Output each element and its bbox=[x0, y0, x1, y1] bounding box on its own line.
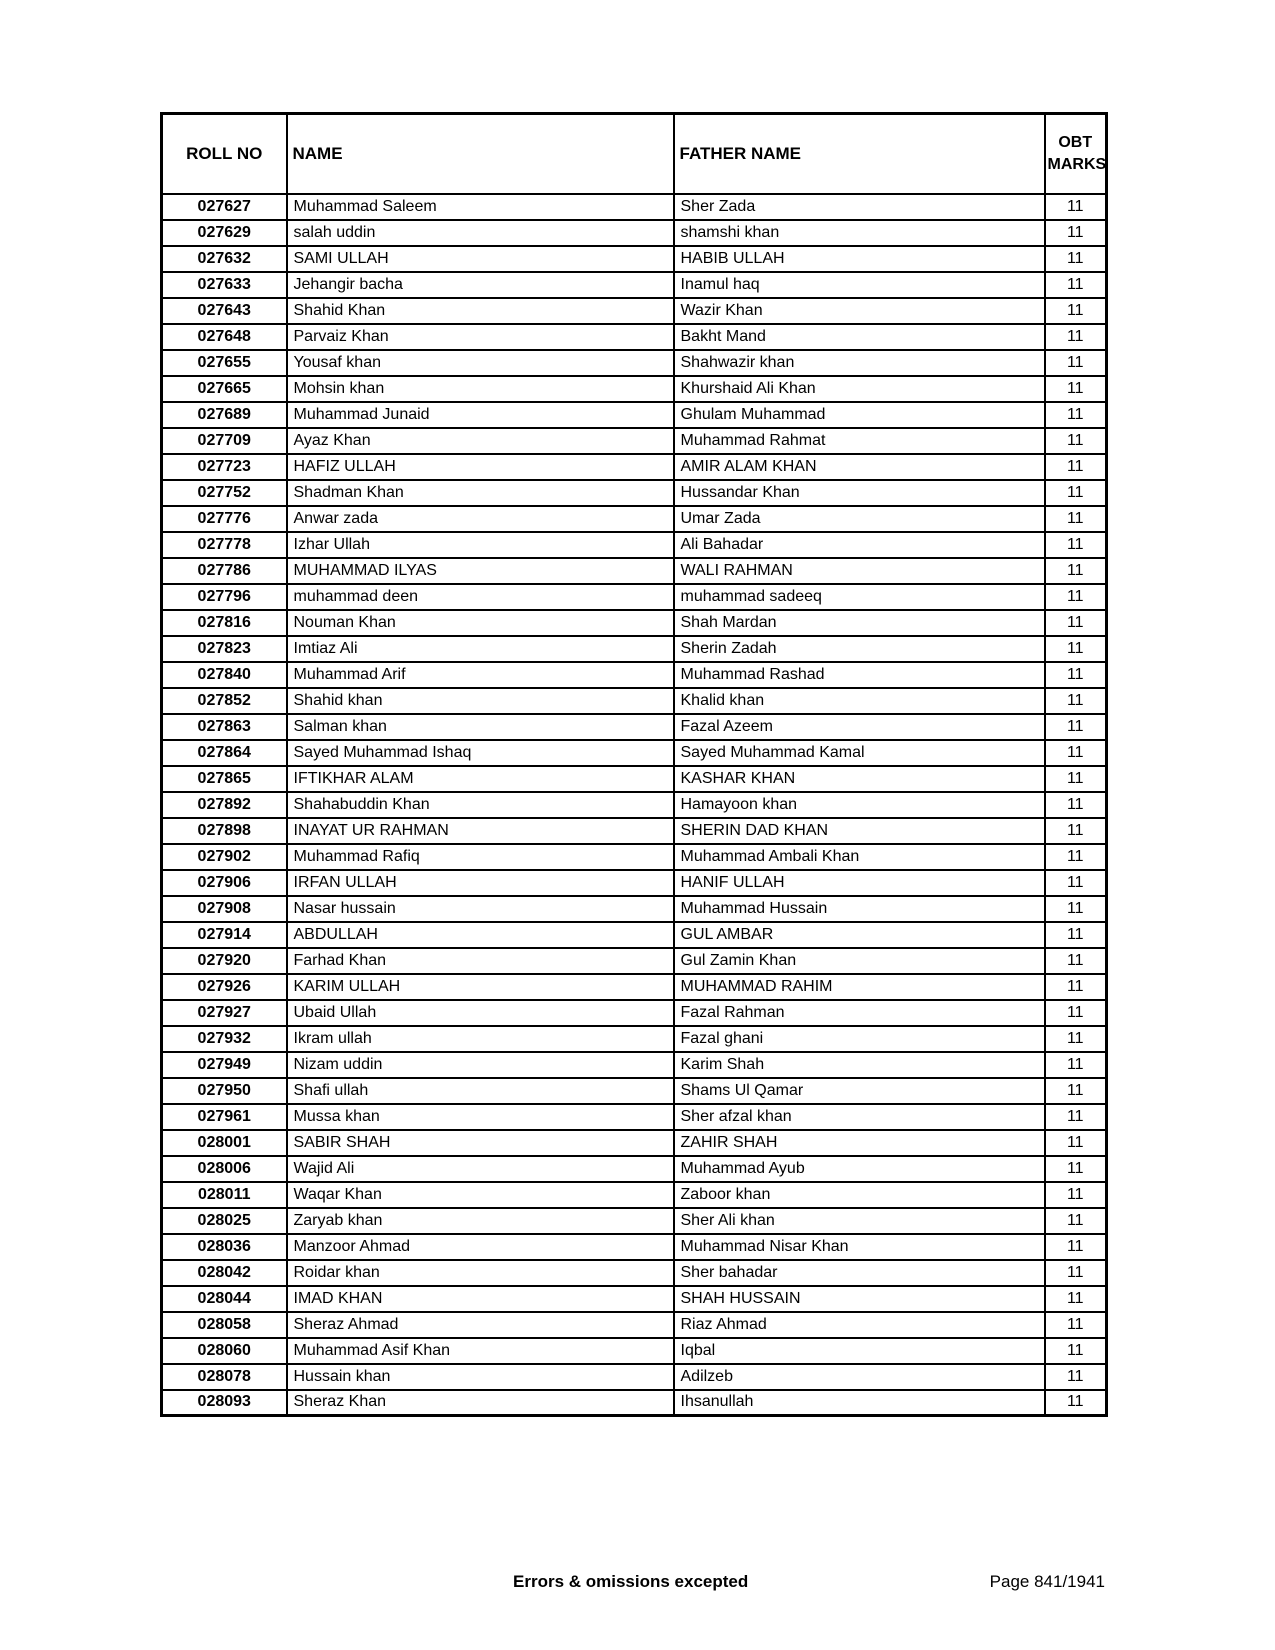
obt-marks-cell: 11 bbox=[1045, 1078, 1107, 1104]
name-cell: SABIR SHAH bbox=[287, 1130, 674, 1156]
obt-marks-cell: 11 bbox=[1045, 714, 1107, 740]
obt-marks-cell: 11 bbox=[1045, 948, 1107, 974]
roll-no-cell: 027632 bbox=[162, 246, 287, 272]
father-name-cell: HABIB ULLAH bbox=[674, 246, 1045, 272]
name-cell: Sheraz Ahmad bbox=[287, 1312, 674, 1338]
table-row bbox=[162, 272, 1107, 298]
name-cell: Muhammad Rafiq bbox=[287, 844, 674, 870]
obt-marks-cell: 11 bbox=[1045, 1156, 1107, 1182]
name-cell: Zaryab khan bbox=[287, 1208, 674, 1234]
father-name-cell: Shah Mardan bbox=[674, 610, 1045, 636]
roll-no-cell: 027927 bbox=[162, 1000, 287, 1026]
father-name-cell: Sher Ali khan bbox=[674, 1208, 1045, 1234]
father-name-cell: Wazir Khan bbox=[674, 298, 1045, 324]
table-row bbox=[162, 220, 1107, 246]
father-name-cell: Muhammad Nisar Khan bbox=[674, 1234, 1045, 1260]
table-row bbox=[162, 194, 1107, 220]
table-row bbox=[162, 740, 1107, 766]
table-row bbox=[162, 792, 1107, 818]
name-cell: Shahabuddin Khan bbox=[287, 792, 674, 818]
father-name-cell: Sher Zada bbox=[674, 194, 1045, 220]
obt-marks-cell: 11 bbox=[1045, 688, 1107, 714]
obt-marks-cell: 11 bbox=[1045, 1052, 1107, 1078]
father-name-cell: Muhammad Ayub bbox=[674, 1156, 1045, 1182]
father-name-cell: Shahwazir khan bbox=[674, 350, 1045, 376]
table-row bbox=[162, 1364, 1107, 1390]
father-name-cell: Sherin Zadah bbox=[674, 636, 1045, 662]
obt-marks-cell: 11 bbox=[1045, 532, 1107, 558]
roll-no-cell: 027840 bbox=[162, 662, 287, 688]
father-name-cell: Inamul haq bbox=[674, 272, 1045, 298]
name-cell: Jehangir bacha bbox=[287, 272, 674, 298]
roll-no-cell: 027776 bbox=[162, 506, 287, 532]
name-cell: Ikram ullah bbox=[287, 1026, 674, 1052]
roll-no-cell: 028093 bbox=[162, 1390, 287, 1416]
father-name-cell: SHERIN DAD KHAN bbox=[674, 818, 1045, 844]
obt-marks-cell: 11 bbox=[1045, 662, 1107, 688]
roll-no-cell: 027926 bbox=[162, 974, 287, 1000]
name-cell: IRFAN ULLAH bbox=[287, 870, 674, 896]
roll-no-cell: 027633 bbox=[162, 272, 287, 298]
table-row bbox=[162, 1208, 1107, 1234]
roll-no-cell: 027950 bbox=[162, 1078, 287, 1104]
table-row bbox=[162, 688, 1107, 714]
roll-no-cell: 028006 bbox=[162, 1156, 287, 1182]
obt-marks-cell: 11 bbox=[1045, 1000, 1107, 1026]
column-header-name: NAME bbox=[287, 114, 674, 194]
name-cell: Mussa khan bbox=[287, 1104, 674, 1130]
name-cell: Waqar Khan bbox=[287, 1182, 674, 1208]
obt-marks-cell: 11 bbox=[1045, 610, 1107, 636]
father-name-cell: Fazal Azeem bbox=[674, 714, 1045, 740]
obt-marks-cell: 11 bbox=[1045, 1208, 1107, 1234]
table-row bbox=[162, 246, 1107, 272]
father-name-cell: Fazal ghani bbox=[674, 1026, 1045, 1052]
name-cell: Shahid khan bbox=[287, 688, 674, 714]
name-cell: Yousaf khan bbox=[287, 350, 674, 376]
obt-marks-cell: 11 bbox=[1045, 324, 1107, 350]
name-cell: Sayed Muhammad Ishaq bbox=[287, 740, 674, 766]
obt-marks-cell: 11 bbox=[1045, 870, 1107, 896]
roll-no-cell: 027627 bbox=[162, 194, 287, 220]
table-row bbox=[162, 402, 1107, 428]
name-cell: INAYAT UR RAHMAN bbox=[287, 818, 674, 844]
table-row bbox=[162, 610, 1107, 636]
column-header-obt-marks-line2: MARKS bbox=[1047, 155, 1107, 173]
obt-marks-cell: 11 bbox=[1045, 246, 1107, 272]
roll-no-cell: 027961 bbox=[162, 1104, 287, 1130]
roll-no-cell: 027892 bbox=[162, 792, 287, 818]
obt-marks-cell: 11 bbox=[1045, 636, 1107, 662]
obt-marks-cell: 11 bbox=[1045, 1026, 1107, 1052]
obt-marks-cell: 11 bbox=[1045, 1286, 1107, 1312]
table-row bbox=[162, 1286, 1107, 1312]
name-cell: Parvaiz Khan bbox=[287, 324, 674, 350]
table-row bbox=[162, 298, 1107, 324]
name-cell: Muhammad Arif bbox=[287, 662, 674, 688]
table-row bbox=[162, 1390, 1107, 1416]
father-name-cell: shamshi khan bbox=[674, 220, 1045, 246]
roll-no-cell: 027816 bbox=[162, 610, 287, 636]
roll-no-cell: 027949 bbox=[162, 1052, 287, 1078]
roll-no-cell: 027665 bbox=[162, 376, 287, 402]
table-row bbox=[162, 454, 1107, 480]
roll-no-cell: 027648 bbox=[162, 324, 287, 350]
name-cell: MUHAMMAD ILYAS bbox=[287, 558, 674, 584]
table-row bbox=[162, 662, 1107, 688]
obt-marks-cell: 11 bbox=[1045, 558, 1107, 584]
name-cell: Imtiaz Ali bbox=[287, 636, 674, 662]
obt-marks-cell: 11 bbox=[1045, 220, 1107, 246]
name-cell: ABDULLAH bbox=[287, 922, 674, 948]
name-cell: Mohsin khan bbox=[287, 376, 674, 402]
obt-marks-cell: 11 bbox=[1045, 766, 1107, 792]
roll-no-cell: 027643 bbox=[162, 298, 287, 324]
father-name-cell: Ihsanullah bbox=[674, 1390, 1045, 1416]
obt-marks-cell: 11 bbox=[1045, 480, 1107, 506]
obt-marks-cell: 11 bbox=[1045, 740, 1107, 766]
results-table bbox=[160, 112, 1108, 1417]
father-name-cell: Hamayoon khan bbox=[674, 792, 1045, 818]
table-row bbox=[162, 376, 1107, 402]
name-cell: IMAD KHAN bbox=[287, 1286, 674, 1312]
obt-marks-cell: 11 bbox=[1045, 1364, 1107, 1390]
obt-marks-cell: 11 bbox=[1045, 922, 1107, 948]
table-row bbox=[162, 974, 1107, 1000]
obt-marks-cell: 11 bbox=[1045, 844, 1107, 870]
roll-no-cell: 027932 bbox=[162, 1026, 287, 1052]
roll-no-cell: 028011 bbox=[162, 1182, 287, 1208]
name-cell: Wajid Ali bbox=[287, 1156, 674, 1182]
roll-no-cell: 027898 bbox=[162, 818, 287, 844]
obt-marks-cell: 11 bbox=[1045, 792, 1107, 818]
roll-no-cell: 027823 bbox=[162, 636, 287, 662]
father-name-cell: Ghulam Muhammad bbox=[674, 402, 1045, 428]
table-row bbox=[162, 1104, 1107, 1130]
roll-no-cell: 027908 bbox=[162, 896, 287, 922]
obt-marks-cell: 11 bbox=[1045, 1182, 1107, 1208]
obt-marks-cell: 11 bbox=[1045, 350, 1107, 376]
father-name-cell: SHAH HUSSAIN bbox=[674, 1286, 1045, 1312]
father-name-cell: MUHAMMAD RAHIM bbox=[674, 974, 1045, 1000]
table-row bbox=[162, 844, 1107, 870]
name-cell: IFTIKHAR ALAM bbox=[287, 766, 674, 792]
father-name-cell: Sayed Muhammad Kamal bbox=[674, 740, 1045, 766]
table-row bbox=[162, 1338, 1107, 1364]
obt-marks-cell: 11 bbox=[1045, 506, 1107, 532]
table-row bbox=[162, 870, 1107, 896]
roll-no-cell: 027865 bbox=[162, 766, 287, 792]
name-cell: Ayaz Khan bbox=[287, 428, 674, 454]
obt-marks-cell: 11 bbox=[1045, 818, 1107, 844]
name-cell: Roidar khan bbox=[287, 1260, 674, 1286]
table-row bbox=[162, 948, 1107, 974]
obt-marks-cell: 11 bbox=[1045, 1312, 1107, 1338]
name-cell: Sheraz Khan bbox=[287, 1390, 674, 1416]
roll-no-cell: 027752 bbox=[162, 480, 287, 506]
column-header-father-name: FATHER NAME bbox=[674, 114, 1045, 194]
name-cell: Muhammad Junaid bbox=[287, 402, 674, 428]
footer-note: Errors & omissions excepted bbox=[513, 1572, 749, 1591]
table-row bbox=[162, 896, 1107, 922]
father-name-cell: Sher afzal khan bbox=[674, 1104, 1045, 1130]
father-name-cell: Umar Zada bbox=[674, 506, 1045, 532]
father-name-cell: Zaboor khan bbox=[674, 1182, 1045, 1208]
table-row bbox=[162, 818, 1107, 844]
father-name-cell: Khurshaid Ali Khan bbox=[674, 376, 1045, 402]
father-name-cell: Muhammad Hussain bbox=[674, 896, 1045, 922]
obt-marks-cell: 11 bbox=[1045, 1338, 1107, 1364]
name-cell: muhammad deen bbox=[287, 584, 674, 610]
father-name-cell: Gul Zamin Khan bbox=[674, 948, 1045, 974]
roll-no-cell: 027689 bbox=[162, 402, 287, 428]
table-row bbox=[162, 428, 1107, 454]
name-cell: Anwar zada bbox=[287, 506, 674, 532]
table-row bbox=[162, 1234, 1107, 1260]
roll-no-cell: 028036 bbox=[162, 1234, 287, 1260]
roll-no-cell: 028042 bbox=[162, 1260, 287, 1286]
roll-no-cell: 027655 bbox=[162, 350, 287, 376]
obt-marks-cell: 11 bbox=[1045, 428, 1107, 454]
father-name-cell: Fazal Rahman bbox=[674, 1000, 1045, 1026]
roll-no-cell: 027920 bbox=[162, 948, 287, 974]
roll-no-cell: 028044 bbox=[162, 1286, 287, 1312]
obt-marks-cell: 11 bbox=[1045, 376, 1107, 402]
name-cell: Nouman Khan bbox=[287, 610, 674, 636]
roll-no-cell: 028060 bbox=[162, 1338, 287, 1364]
father-name-cell: Iqbal bbox=[674, 1338, 1045, 1364]
name-cell: Nizam uddin bbox=[287, 1052, 674, 1078]
father-name-cell: WALI RAHMAN bbox=[674, 558, 1045, 584]
father-name-cell: Shams Ul Qamar bbox=[674, 1078, 1045, 1104]
roll-no-cell: 027796 bbox=[162, 584, 287, 610]
name-cell: Shafi ullah bbox=[287, 1078, 674, 1104]
table-row bbox=[162, 1078, 1107, 1104]
table-row bbox=[162, 324, 1107, 350]
roll-no-cell: 028025 bbox=[162, 1208, 287, 1234]
table-row bbox=[162, 1026, 1107, 1052]
table-row bbox=[162, 1312, 1107, 1338]
name-cell: Salman khan bbox=[287, 714, 674, 740]
name-cell: Muhammad Saleem bbox=[287, 194, 674, 220]
father-name-cell: GUL AMBAR bbox=[674, 922, 1045, 948]
father-name-cell: Hussandar Khan bbox=[674, 480, 1045, 506]
name-cell: Hussain khan bbox=[287, 1364, 674, 1390]
name-cell: KARIM ULLAH bbox=[287, 974, 674, 1000]
table-row bbox=[162, 506, 1107, 532]
father-name-cell: muhammad sadeeq bbox=[674, 584, 1045, 610]
table-row bbox=[162, 1052, 1107, 1078]
obt-marks-cell: 11 bbox=[1045, 1234, 1107, 1260]
name-cell: SAMI ULLAH bbox=[287, 246, 674, 272]
table-row bbox=[162, 714, 1107, 740]
table-row bbox=[162, 350, 1107, 376]
name-cell: Nasar hussain bbox=[287, 896, 674, 922]
table-row bbox=[162, 766, 1107, 792]
obt-marks-cell: 11 bbox=[1045, 454, 1107, 480]
table-row bbox=[162, 1260, 1107, 1286]
obt-marks-cell: 11 bbox=[1045, 298, 1107, 324]
obt-marks-cell: 11 bbox=[1045, 1104, 1107, 1130]
father-name-cell: Sher bahadar bbox=[674, 1260, 1045, 1286]
roll-no-cell: 027629 bbox=[162, 220, 287, 246]
table-row bbox=[162, 636, 1107, 662]
father-name-cell: Ali Bahadar bbox=[674, 532, 1045, 558]
column-header-obt-marks-line1: OBT bbox=[1058, 134, 1093, 152]
roll-no-cell: 027723 bbox=[162, 454, 287, 480]
father-name-cell: Riaz Ahmad bbox=[674, 1312, 1045, 1338]
obt-marks-cell: 11 bbox=[1045, 584, 1107, 610]
father-name-cell: Khalid khan bbox=[674, 688, 1045, 714]
father-name-cell: AMIR ALAM KHAN bbox=[674, 454, 1045, 480]
roll-no-cell: 027852 bbox=[162, 688, 287, 714]
table-row bbox=[162, 480, 1107, 506]
table-row bbox=[162, 584, 1107, 610]
roll-no-cell: 027786 bbox=[162, 558, 287, 584]
roll-no-cell: 028001 bbox=[162, 1130, 287, 1156]
father-name-cell: Adilzeb bbox=[674, 1364, 1045, 1390]
obt-marks-cell: 11 bbox=[1045, 272, 1107, 298]
name-cell: salah uddin bbox=[287, 220, 674, 246]
table-row bbox=[162, 1156, 1107, 1182]
name-cell: Izhar Ullah bbox=[287, 532, 674, 558]
obt-marks-cell: 11 bbox=[1045, 1390, 1107, 1416]
name-cell: HAFIZ ULLAH bbox=[287, 454, 674, 480]
father-name-cell: HANIF ULLAH bbox=[674, 870, 1045, 896]
father-name-cell: Muhammad Rahmat bbox=[674, 428, 1045, 454]
roll-no-cell: 027863 bbox=[162, 714, 287, 740]
roll-no-cell: 027709 bbox=[162, 428, 287, 454]
roll-no-cell: 028078 bbox=[162, 1364, 287, 1390]
roll-no-cell: 027864 bbox=[162, 740, 287, 766]
footer-page-number: Page 841/1941 bbox=[989, 1572, 1105, 1591]
table-row bbox=[162, 1130, 1107, 1156]
results-table-body bbox=[162, 194, 1107, 1416]
table-row bbox=[162, 1182, 1107, 1208]
column-header-roll-no: ROLL NO bbox=[162, 114, 287, 194]
obt-marks-cell: 11 bbox=[1045, 1260, 1107, 1286]
father-name-cell: Bakht Mand bbox=[674, 324, 1045, 350]
father-name-cell: Muhammad Rashad bbox=[674, 662, 1045, 688]
obt-marks-cell: 11 bbox=[1045, 1130, 1107, 1156]
table-row bbox=[162, 532, 1107, 558]
table-row bbox=[162, 558, 1107, 584]
table-row bbox=[162, 922, 1107, 948]
father-name-cell: Muhammad Ambali Khan bbox=[674, 844, 1045, 870]
obt-marks-cell: 11 bbox=[1045, 402, 1107, 428]
obt-marks-cell: 11 bbox=[1045, 896, 1107, 922]
name-cell: Muhammad Asif Khan bbox=[287, 1338, 674, 1364]
roll-no-cell: 028058 bbox=[162, 1312, 287, 1338]
name-cell: Farhad Khan bbox=[287, 948, 674, 974]
name-cell: Shahid Khan bbox=[287, 298, 674, 324]
obt-marks-cell: 11 bbox=[1045, 974, 1107, 1000]
table-row bbox=[162, 1000, 1107, 1026]
name-cell: Shadman Khan bbox=[287, 480, 674, 506]
father-name-cell: KASHAR KHAN bbox=[674, 766, 1045, 792]
roll-no-cell: 027778 bbox=[162, 532, 287, 558]
roll-no-cell: 027902 bbox=[162, 844, 287, 870]
roll-no-cell: 027914 bbox=[162, 922, 287, 948]
obt-marks-cell: 11 bbox=[1045, 194, 1107, 220]
roll-no-cell: 027906 bbox=[162, 870, 287, 896]
father-name-cell: Karim Shah bbox=[674, 1052, 1045, 1078]
table-header-row bbox=[162, 114, 1107, 194]
name-cell: Manzoor Ahmad bbox=[287, 1234, 674, 1260]
father-name-cell: ZAHIR SHAH bbox=[674, 1130, 1045, 1156]
column-header-obt-marks bbox=[1045, 114, 1107, 194]
name-cell: Ubaid Ullah bbox=[287, 1000, 674, 1026]
